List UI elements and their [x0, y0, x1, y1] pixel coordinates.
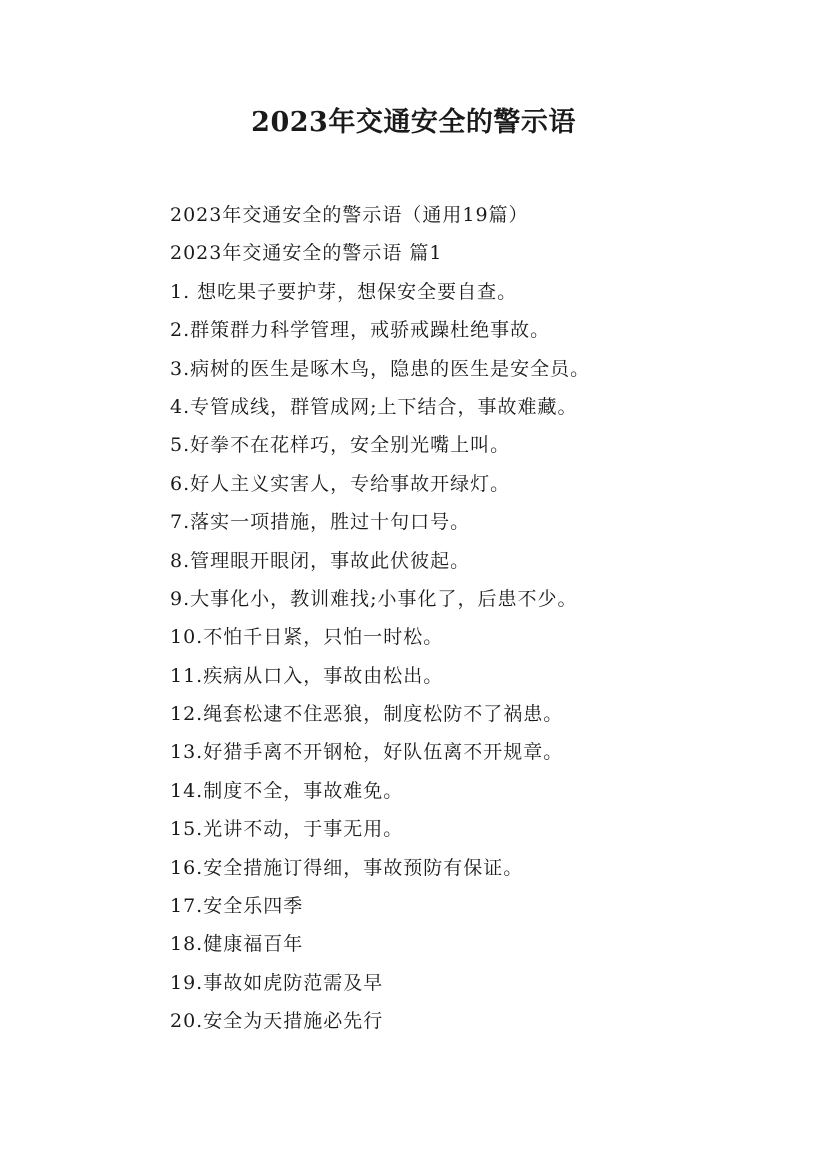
list-item: 12.绳套松逮不住恶狼，制度松防不了祸患。 [170, 703, 564, 726]
list-item: 4.专管成线，群管成网;上下结合，事故难藏。 [170, 395, 578, 418]
document-subtitle: 2023年交通安全的警示语（通用19篇） [170, 204, 529, 226]
list-item: 8.管理眼开眼闭，事故此伏彼起。 [170, 549, 471, 572]
list-item: 20.安全为天措施必先行 [170, 1010, 384, 1033]
list-item: 7.落实一项措施，胜过十句口号。 [170, 511, 471, 534]
list-item: 6.好人主义实害人，专给事故开绿灯。 [170, 472, 511, 495]
section-heading: 2023年交通安全的警示语 篇1 [170, 242, 443, 265]
document-body [170, 196, 790, 1041]
list-item: 9.大事化小，教训难找;小事化了，后患不少。 [170, 587, 578, 610]
list-item: 14.制度不全，事故难免。 [170, 779, 404, 802]
list-item: 16.安全措施订得细，事故预防有保证。 [170, 856, 524, 879]
list-item: 10.不怕千日紧，只怕一时松。 [170, 626, 444, 649]
list-item: 19.事故如虎防范需及早 [170, 971, 384, 994]
list-item: 2.群策群力科学管理，戒骄戒躁杜绝事故。 [170, 319, 551, 342]
list-item: 13.好猎手离不开钢枪，好队伍离不开规章。 [170, 741, 564, 764]
list-item: 17.安全乐四季 [170, 895, 304, 918]
list-item: 1. 想吃果子要护芽，想保安全要自查。 [170, 280, 518, 303]
list-item: 15.光讲不动，于事无用。 [170, 818, 404, 841]
list-item: 3.病树的医生是啄木鸟，隐患的医生是安全员。 [170, 357, 591, 380]
list-item: 11.疾病从口入，事故由松出。 [170, 664, 444, 687]
document-title: 2023年交通安全的警示语 [251, 107, 576, 138]
list-item: 5.好拳不在花样巧，安全别光嘴上叫。 [170, 434, 511, 457]
list-item: 18.健康福百年 [170, 933, 304, 956]
